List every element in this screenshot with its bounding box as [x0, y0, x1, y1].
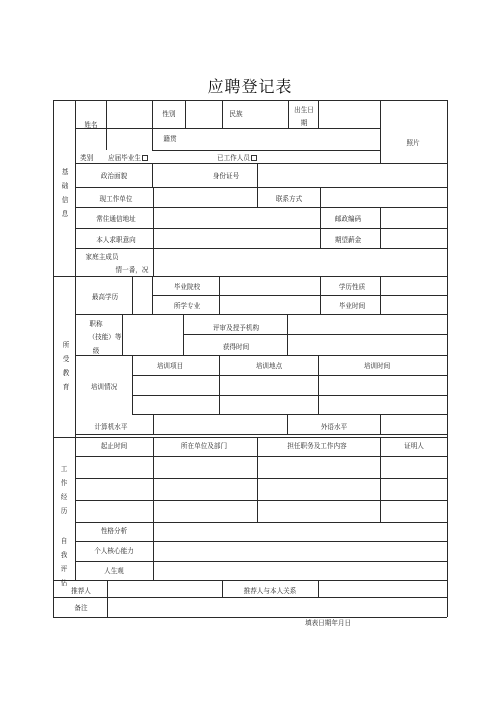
table-rule	[75, 314, 447, 315]
label-id-number: 身份证号	[212, 172, 240, 180]
label-obtained-time: 获得时间	[222, 343, 250, 351]
table-rule	[320, 276, 321, 314]
table-rule	[257, 187, 258, 207]
label-position: 担任职务及工作内容	[287, 442, 347, 450]
label-training-item: 培训项目	[156, 362, 184, 370]
table-rule	[53, 100, 54, 617]
table-rule	[152, 276, 153, 314]
table-rule	[287, 414, 288, 434]
label-name: 姓名	[84, 121, 98, 129]
table-rule	[75, 355, 447, 356]
form-title: 应聘登记表	[207, 77, 293, 96]
table-rule	[183, 314, 184, 355]
label-cert-org: 评审及授予机构	[212, 324, 260, 332]
table-rule	[153, 522, 154, 580]
label-family-members: 家庭主成员	[85, 253, 119, 261]
table-rule	[75, 100, 76, 580]
label-birth-date: 出生日期	[294, 106, 314, 127]
table-rule	[75, 561, 447, 562]
table-rule	[152, 150, 380, 151]
table-rule	[152, 295, 447, 296]
section-education: 所受教育	[62, 341, 70, 391]
table-rule	[219, 276, 220, 314]
table-rule	[75, 163, 447, 164]
table-rule	[53, 617, 447, 618]
table-rule	[75, 128, 380, 129]
table-rule	[287, 314, 288, 355]
fill-date: 填表日期年月日	[305, 619, 352, 627]
employed-checkbox[interactable]	[251, 155, 257, 161]
table-rule	[380, 414, 381, 434]
option-employed: 已工作人员	[217, 155, 257, 163]
label-current-employer: 现工作单位	[99, 195, 133, 203]
section-work: 工作经历	[60, 465, 68, 515]
table-rule	[75, 456, 447, 457]
table-rule	[107, 580, 108, 617]
table-rule	[320, 207, 321, 248]
table-rule	[152, 163, 153, 187]
table-rule	[380, 437, 381, 522]
table-rule	[380, 276, 381, 314]
table-rule	[53, 100, 447, 101]
label-referrer-relation: 推荐人与本人关系	[243, 587, 297, 595]
table-rule	[132, 375, 447, 376]
label-family-situation: 情一番，况	[115, 266, 149, 274]
table-rule	[153, 207, 154, 248]
table-rule	[75, 228, 447, 229]
option-fresh-graduate: 应届毕业生	[108, 155, 148, 163]
label-referrer: 推荐人	[71, 587, 91, 595]
table-rule	[75, 478, 447, 479]
label-personality: 性格分析	[100, 527, 128, 535]
label-expected-salary: 期望薪金	[334, 236, 362, 244]
table-rule	[153, 437, 154, 522]
table-rule	[318, 355, 319, 414]
table-rule	[318, 100, 319, 128]
label-unit-dept: 所在单位及部门	[180, 442, 228, 450]
table-rule	[152, 100, 153, 150]
table-rule	[75, 522, 447, 523]
table-rule	[132, 276, 133, 314]
label-core-ability: 个人核心能力	[94, 547, 134, 555]
label-computer: 计算机水平	[94, 423, 128, 431]
label-life-view: 人生观	[104, 567, 124, 575]
label-political-status: 政治面貌	[100, 172, 128, 180]
table-rule	[132, 355, 133, 414]
label-language: 外语水平	[320, 423, 348, 431]
label-highest-degree: 最高学历	[91, 293, 119, 301]
label-major: 所学专业	[173, 302, 201, 310]
label-witness: 证明人	[404, 442, 424, 450]
table-rule	[320, 187, 321, 207]
table-rule	[122, 314, 123, 355]
label-address: 常住通信地址	[96, 215, 136, 223]
table-rule	[222, 100, 223, 128]
label-native-place: 籍贯	[163, 135, 177, 143]
label-start-end: 起止时间	[100, 442, 128, 450]
table-rule	[75, 248, 447, 249]
label-training: 培训情况	[90, 383, 118, 391]
table-rule	[380, 100, 381, 163]
table-rule	[153, 187, 154, 207]
graduate-checkbox[interactable]	[142, 155, 148, 161]
label-remarks: 备注	[74, 604, 88, 612]
table-rule	[447, 100, 448, 617]
label-title-2: （技能）等	[88, 333, 122, 341]
table-rule	[219, 355, 220, 414]
table-rule	[53, 597, 447, 598]
label-degree-type: 学历性质	[338, 283, 366, 291]
table-rule	[257, 437, 258, 522]
label-photo: 照片	[406, 139, 420, 147]
table-rule	[132, 414, 447, 415]
label-ethnicity: 民族	[229, 110, 243, 118]
table-rule	[75, 500, 447, 501]
section-self-eval: 自我评估	[60, 537, 68, 587]
table-rule	[153, 414, 154, 434]
section-basic-info: 基础信息	[61, 168, 69, 218]
table-rule	[185, 100, 186, 128]
table-rule	[53, 580, 447, 581]
table-rule	[53, 437, 447, 438]
label-title-3: 级	[92, 347, 100, 355]
label-training-place: 培训地点	[255, 362, 283, 370]
table-rule	[53, 276, 447, 277]
table-rule	[380, 207, 381, 248]
table-rule	[75, 434, 447, 435]
table-rule	[183, 334, 447, 335]
table-rule	[318, 580, 319, 597]
label-job-intent: 本人求职意向	[96, 236, 136, 244]
table-rule	[75, 207, 447, 208]
label-training-time: 培训时间	[363, 362, 391, 370]
label-contact: 联系方式	[275, 195, 303, 203]
table-rule	[132, 395, 447, 396]
label-category: 类别	[80, 154, 94, 162]
table-rule	[75, 541, 447, 542]
table-rule	[257, 163, 258, 187]
label-gender: 性别	[162, 110, 176, 118]
label-school: 毕业院校	[173, 283, 201, 291]
table-rule	[222, 580, 223, 597]
label-grad-time: 毕业时间	[338, 302, 366, 310]
table-rule	[288, 100, 289, 128]
table-rule	[153, 248, 154, 276]
label-title-1: 职称	[89, 320, 103, 328]
table-rule	[106, 100, 107, 150]
label-postal-code: 邮政编码	[334, 215, 362, 223]
table-rule	[75, 187, 447, 188]
